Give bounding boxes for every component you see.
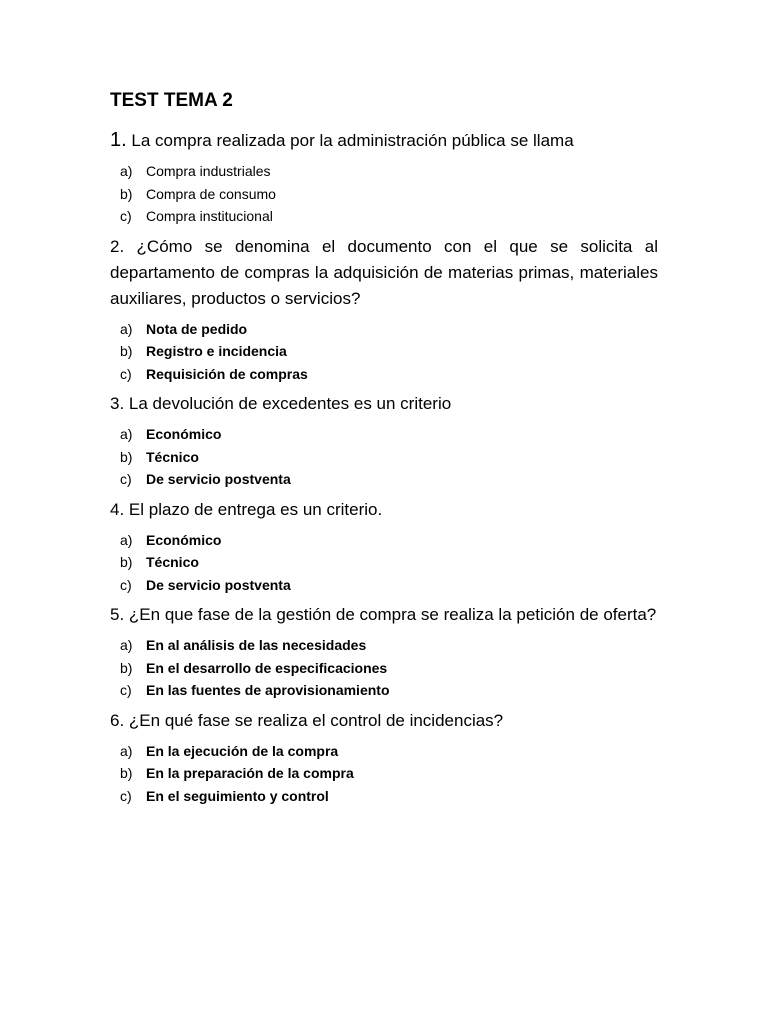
question-6-text: [110, 708, 658, 734]
question-1-option-b: [120, 183, 658, 206]
question-3-option-a: [120, 423, 658, 446]
option-letter: a): [120, 742, 133, 759]
option-letter: a): [120, 163, 133, 179]
option-text: Nota de pedido: [146, 320, 248, 337]
option-text: Económico: [146, 531, 222, 548]
option-text: En la ejecución de la compra: [146, 742, 339, 759]
question-4-body: El plazo de entrega es un criterio.: [128, 499, 383, 519]
question-3-body: La devolución de excedentes es un criterio: [128, 394, 452, 413]
question-4-option-b: [120, 551, 658, 574]
question-6: [110, 708, 658, 808]
question-4-option-a: [120, 529, 658, 552]
option-text: En el seguimiento y control: [146, 787, 329, 804]
document-page: [110, 88, 658, 813]
question-4: [110, 497, 658, 597]
question-3-number: 3.: [110, 394, 125, 413]
option-text: En la preparación de la compra: [146, 765, 354, 781]
question-5-number: 5.: [110, 605, 125, 624]
question-6-number: 6.: [110, 710, 125, 730]
question-3-text: [110, 391, 658, 417]
option-text: En el desarrollo de especificaciones: [146, 659, 388, 676]
question-1: [110, 127, 658, 228]
option-text: En las fuentes de aprovisionamiento: [146, 682, 390, 698]
question-6-option-a: [120, 740, 658, 763]
option-letter: b): [120, 765, 133, 781]
question-2: [110, 234, 658, 386]
option-letter: c): [120, 576, 132, 593]
document-title: TEST TEMA 2: [110, 90, 233, 111]
question-2-option-c: [120, 363, 658, 386]
option-text: Compra de consumo: [146, 185, 276, 202]
option-letter: b): [120, 185, 133, 202]
option-text: Compra institucional: [146, 208, 273, 224]
question-3-option-b: [120, 446, 658, 469]
question-1-option-c: [120, 205, 658, 228]
option-text: Técnico: [146, 554, 199, 570]
question-1-text: [110, 127, 658, 154]
option-letter: b): [120, 343, 133, 359]
question-5-body: ¿En que fase de la gestión de compra se realiza la petición de oferta?: [128, 605, 657, 624]
option-letter: b): [120, 659, 133, 676]
option-letter: a): [120, 426, 133, 442]
option-letter: b): [120, 448, 133, 465]
question-6-body: ¿En qué fase se realiza el control de incidencias?: [128, 710, 504, 730]
question-5-option-a: [120, 634, 658, 657]
option-text: Técnico: [146, 448, 199, 465]
option-text: De servicio postventa: [146, 471, 291, 487]
option-letter: a): [120, 637, 133, 653]
option-text: Compra industriales: [146, 163, 271, 179]
question-6-option-c: [120, 785, 658, 808]
question-1-option-a: [120, 160, 658, 183]
question-5-options: [110, 634, 658, 702]
question-5-option-b: [120, 657, 658, 680]
option-letter: c): [120, 208, 132, 224]
question-6-options: [110, 740, 658, 808]
question-3: [110, 391, 658, 491]
question-1-body: La compra realizada por la administración pública se llama: [131, 131, 574, 150]
option-text: Registro e incidencia: [146, 343, 287, 359]
option-letter: a): [120, 531, 133, 548]
option-letter: a): [120, 320, 133, 337]
option-letter: c): [120, 471, 132, 487]
option-letter: c): [120, 365, 132, 382]
question-2-option-b: [120, 340, 658, 363]
question-1-options: [110, 160, 658, 228]
option-letter: c): [120, 682, 132, 698]
question-1-number: 1.: [110, 129, 127, 151]
question-4-options: [110, 529, 658, 597]
question-2-body: ¿Cómo se denomina el documento con el que se solicita al departamento de compras la adquisición de materias primas, materiales auxiliares, productos o servicios?: [110, 236, 658, 308]
question-2-option-a: [120, 318, 658, 341]
question-5-option-c: [120, 679, 658, 702]
option-text: Económico: [146, 426, 222, 442]
question-3-option-c: [120, 468, 658, 491]
question-3-options: [110, 423, 658, 491]
question-4-option-c: [120, 574, 658, 597]
question-4-number: 4.: [110, 499, 125, 519]
question-5-text: [110, 602, 658, 628]
question-2-text: [110, 234, 658, 312]
option-letter: c): [120, 787, 132, 804]
option-text: En al análisis de las necesidades: [146, 637, 367, 653]
option-text: De servicio postventa: [146, 576, 291, 593]
question-6-option-b: [120, 762, 658, 785]
question-4-text: [110, 497, 658, 523]
question-5: [110, 602, 658, 702]
question-2-number: 2.: [110, 236, 125, 256]
question-2-options: [110, 318, 658, 386]
option-letter: b): [120, 554, 133, 570]
option-text: Requisición de compras: [146, 365, 308, 382]
